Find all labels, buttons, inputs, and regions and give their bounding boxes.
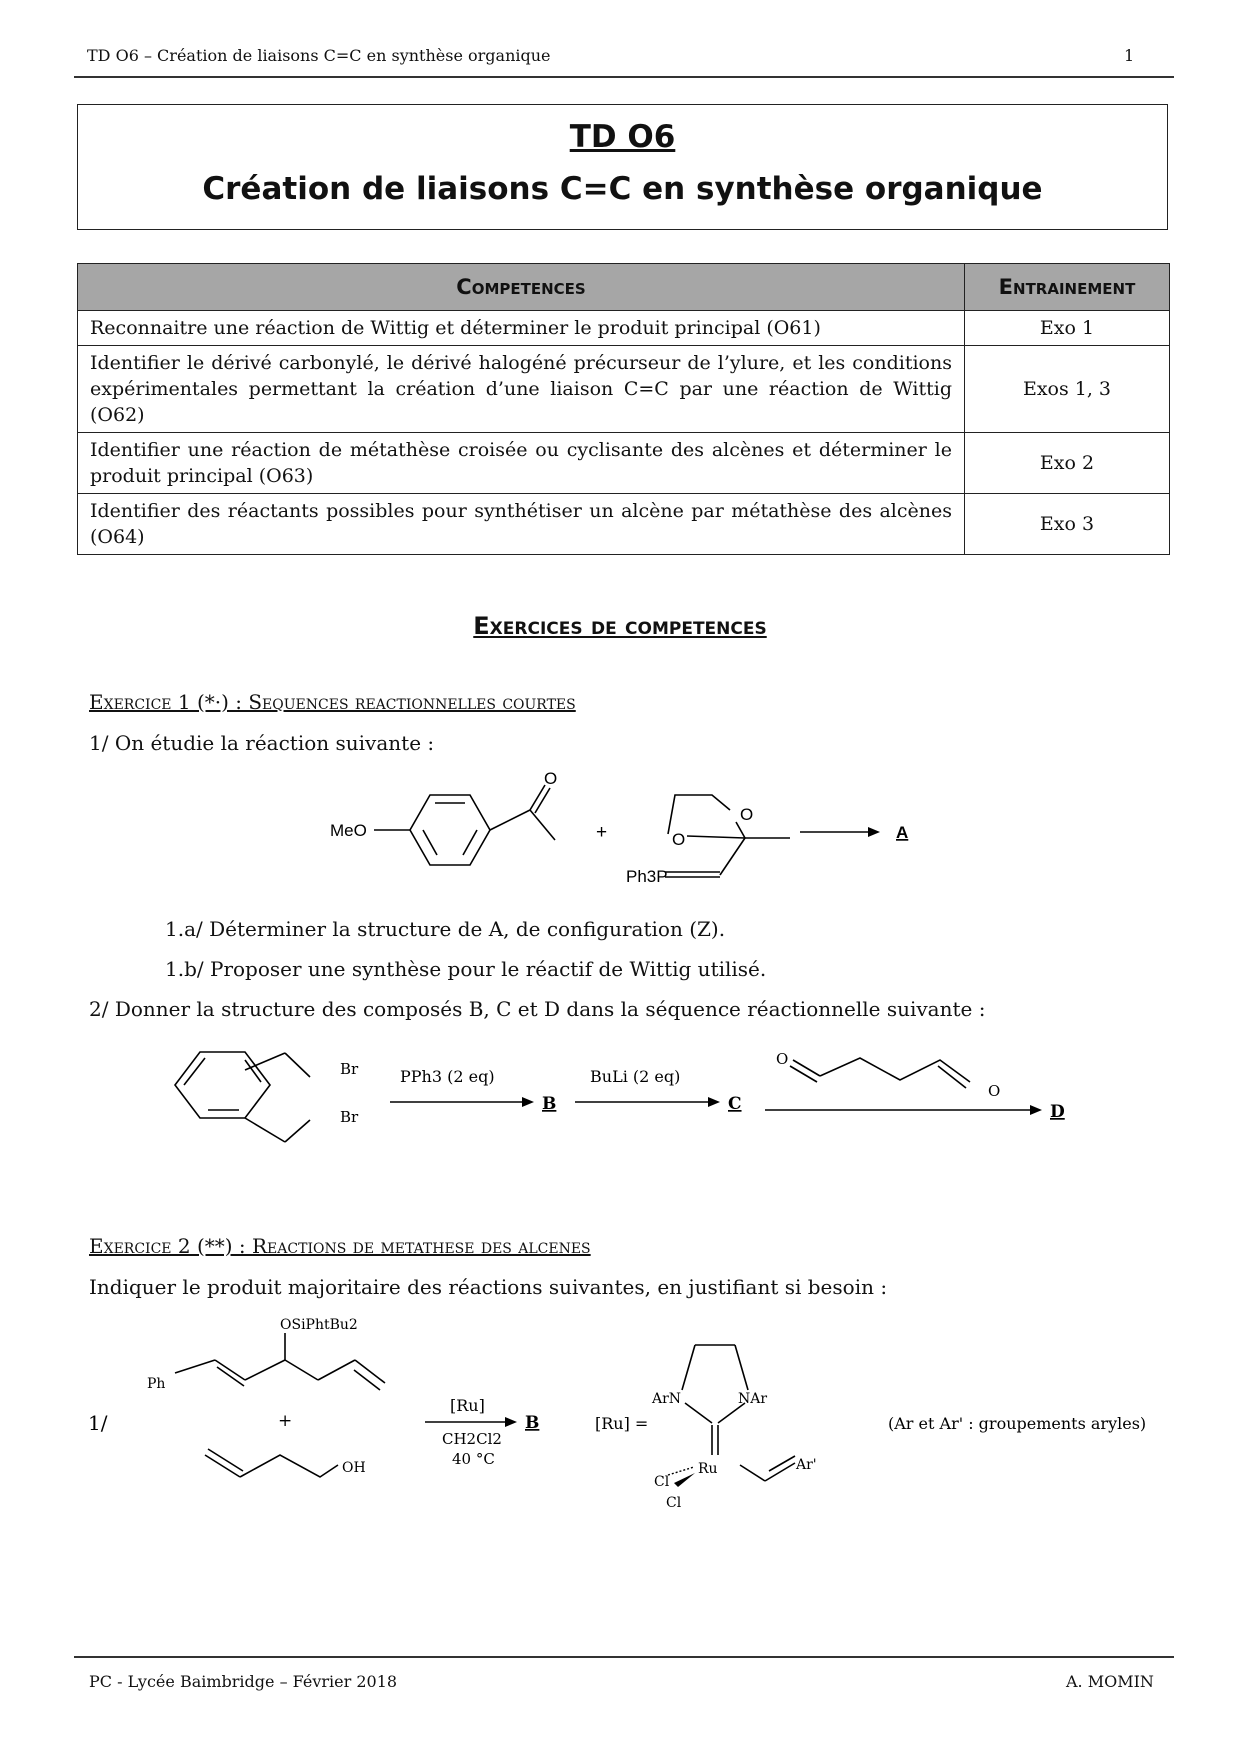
aldehyde-oxygen-left: O: [776, 1050, 789, 1068]
ex1-question-1a: 1.a/ Déterminer la structure de A, de configuration (Z).: [165, 917, 726, 941]
temperature-label: 40 °C: [452, 1450, 495, 1468]
table-row: [78, 433, 1170, 494]
footer-left: PC - Lycée Baimbridge – Février 2018: [89, 1672, 398, 1691]
chloride-1: Cl: [654, 1474, 670, 1490]
plus-sign-2: +: [278, 1411, 293, 1431]
row-exercise: Exo 3: [965, 494, 1170, 555]
section-title: Exercices de competences: [473, 612, 767, 640]
dialdehyde: [790, 1058, 970, 1088]
page-number: 1: [1124, 46, 1135, 65]
aryl-note: (Ar et Ar' : groupements aryles): [888, 1414, 1147, 1433]
footer-rule: [74, 1656, 1174, 1658]
dioxolane-oxygen-2: O: [672, 830, 686, 849]
running-header: TD O6 – Création de liaisons C=C en synthèse organique: [87, 46, 551, 65]
ar-prime-label: Ar': [796, 1457, 817, 1473]
title-box: [77, 104, 1168, 230]
ru-equals: [Ru] =: [595, 1414, 649, 1433]
row-exercise: Exo 2: [965, 433, 1170, 494]
benzene-ring: [410, 795, 490, 865]
butenol: [205, 1449, 338, 1477]
xylene-ring: [175, 1052, 310, 1142]
row-desc: Identifier une réaction de métathèse croisée ou cyclisante des alcènes et déterminer le produit principal (O63): [78, 433, 965, 494]
table-row: [78, 494, 1170, 555]
silyl-group: OSiPhtBu2: [280, 1317, 358, 1333]
plus-sign: +: [596, 822, 608, 843]
ex1-question-2: 2/ Donner la structure des composés B, C et D dans la séquence réactionnelle suivante :: [89, 997, 986, 1021]
phenyl-label: Ph: [147, 1376, 166, 1392]
competence-table: [77, 263, 1170, 555]
hydroxyl-label: OH: [342, 1460, 366, 1476]
meo-label: MeO: [330, 821, 367, 840]
ex2-intro: Indiquer le produit majoritaire des réactions suivantes, en justifiant si besoin :: [89, 1275, 888, 1299]
bromine-2: Br: [340, 1108, 359, 1126]
exercise-1-heading: Exercice 1 (*·) : Sequences reactionnelles courtes: [89, 690, 576, 714]
ruthenium-label: Ru: [698, 1461, 718, 1477]
item-number: 1/: [88, 1411, 108, 1435]
ex1-question-1: 1/ On étudie la réaction suivante :: [89, 731, 435, 755]
solvent-label: CH2Cl2: [442, 1430, 502, 1448]
table-header-entrainement: Entrainement: [965, 264, 1170, 311]
table-row: [78, 346, 1170, 433]
compound-B: B: [542, 1094, 557, 1114]
header-rule: [74, 76, 1174, 78]
doc-code: TD O6: [569, 119, 676, 155]
footer-right: A. MOMIN: [1066, 1672, 1154, 1691]
nar-label: NAr: [738, 1391, 768, 1407]
doc-title: Création de liaisons C=C en synthèse organique: [202, 171, 1043, 207]
arn-label: ArN: [652, 1391, 682, 1407]
row-desc: Reconnaitre une réaction de Wittig et déterminer le produit principal (O61): [78, 311, 965, 346]
chloride-2: Cl: [666, 1495, 682, 1511]
row-desc: Identifier des réactants possibles pour synthétiser un alcène par métathèse des alcènes (O64): [78, 494, 965, 555]
product-B-ex2: B: [525, 1413, 540, 1433]
aldehyde-oxygen-right: O: [988, 1082, 1001, 1100]
product-A: A: [896, 823, 909, 842]
reagent-pph3: PPh3 (2 eq): [400, 1067, 495, 1086]
row-exercise: Exo 1: [965, 311, 1170, 346]
ex1-question-1b: 1.b/ Proposer une synthèse pour le réactif de Wittig utilisé.: [165, 957, 767, 981]
metathesis-scheme: [80, 1315, 1160, 1525]
dioxolane-oxygen-1: O: [740, 805, 754, 824]
compound-D: D: [1050, 1102, 1065, 1122]
ketone-oxygen: O: [544, 769, 558, 788]
compound-C: C: [728, 1094, 742, 1114]
wittig-scheme: [300, 769, 960, 900]
ph3p-label: Ph3P: [626, 867, 668, 886]
table-row: [78, 311, 1170, 346]
table-header-competences: Competences: [78, 264, 965, 311]
row-desc: Identifier le dérivé carbonylé, le dérivé halogéné précurseur de l’ylure, et les conditions expérimentales permettant la création d’une liaison C=C par une réaction de Wittig (O62): [78, 346, 965, 433]
exercise-2-heading: Exercice 2 (**) : Reactions de metathese des alcenes: [89, 1234, 591, 1258]
row-exercise: Exos 1, 3: [965, 346, 1170, 433]
sequence-scheme: [160, 1040, 1100, 1165]
silyl-diene: [175, 1333, 385, 1390]
bromine-1: Br: [340, 1060, 359, 1078]
reagent-buli: BuLi (2 eq): [590, 1067, 681, 1086]
catalyst-label: [Ru]: [450, 1396, 485, 1415]
